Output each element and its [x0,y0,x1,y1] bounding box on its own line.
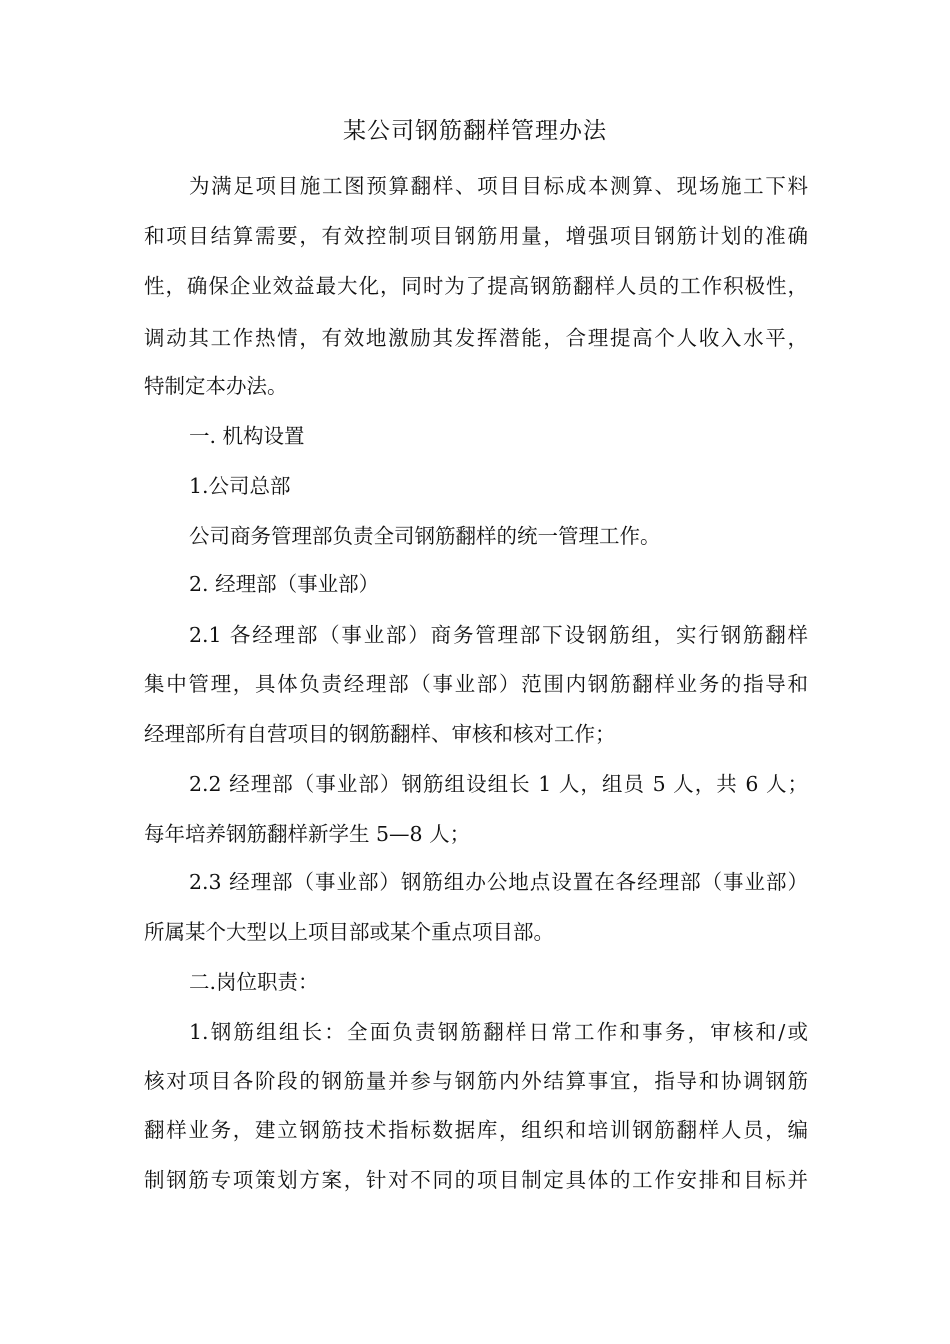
section-heading: 一. 机构设置 [189,424,305,448]
paragraph-line: 公司商务管理部负责全司钢筋翻样的统一管理工作。 [189,524,661,548]
paragraph-line: 2.3 经理部（事业部）钢筋组办公地点设置在各经理部（事业部） [189,870,808,894]
section-heading: 二.岗位职责： [189,970,319,994]
paragraph-line: 所属某个大型以上项目部或某个重点项目部。 [144,920,554,944]
paragraph-line: 2.1 各经理部（事业部）商务管理部下设钢筋组，实行钢筋翻样 [189,623,808,647]
paragraph-line: 特制定本办法。 [144,374,288,398]
document-title: 某公司钢筋翻样管理办法 [343,118,607,144]
paragraph-line: 2.2 经理部（事业部）钢筋组设组长 1 人，组员 5 人，共 6 人； [189,772,808,796]
paragraph-line: 核对项目各阶段的钢筋量并参与钢筋内外结算事宜，指导和协调钢筋 [144,1069,808,1093]
subsection-heading: 1.公司总部 [189,474,291,498]
paragraph-line: 和项目结算需要，有效控制项目钢筋用量，增强项目钢筋计划的准确 [144,224,808,248]
paragraph-line: 每年培养钢筋翻样新学生 5—8 人； [144,822,471,846]
paragraph-line: 集中管理，具体负责经理部（事业部）范围内钢筋翻样业务的指导和 [144,672,808,696]
paragraph-line: 1.钢筋组组长：全面负责钢筋翻样日常工作和事务，审核和/或 [189,1020,808,1044]
paragraph-line: 翻样业务，建立钢筋技术指标数据库，组织和培训钢筋翻样人员，编 [144,1118,808,1142]
paragraph-line: 调动其工作热情，有效地激励其发挥潜能，合理提高个人收入水平， [144,326,808,350]
paragraph-line: 性，确保企业效益最大化，同时为了提高钢筋翻样人员的工作积极性， [144,274,808,298]
paragraph-line: 制钢筋专项策划方案，针对不同的项目制定具体的工作安排和目标并 [144,1168,808,1192]
subsection-heading: 2. 经理部（事业部） [189,572,380,596]
paragraph-line: 经理部所有自营项目的钢筋翻样、审核和核对工作； [144,722,616,746]
paragraph-line: 为满足项目施工图预算翻样、项目目标成本测算、现场施工下料 [189,174,808,198]
